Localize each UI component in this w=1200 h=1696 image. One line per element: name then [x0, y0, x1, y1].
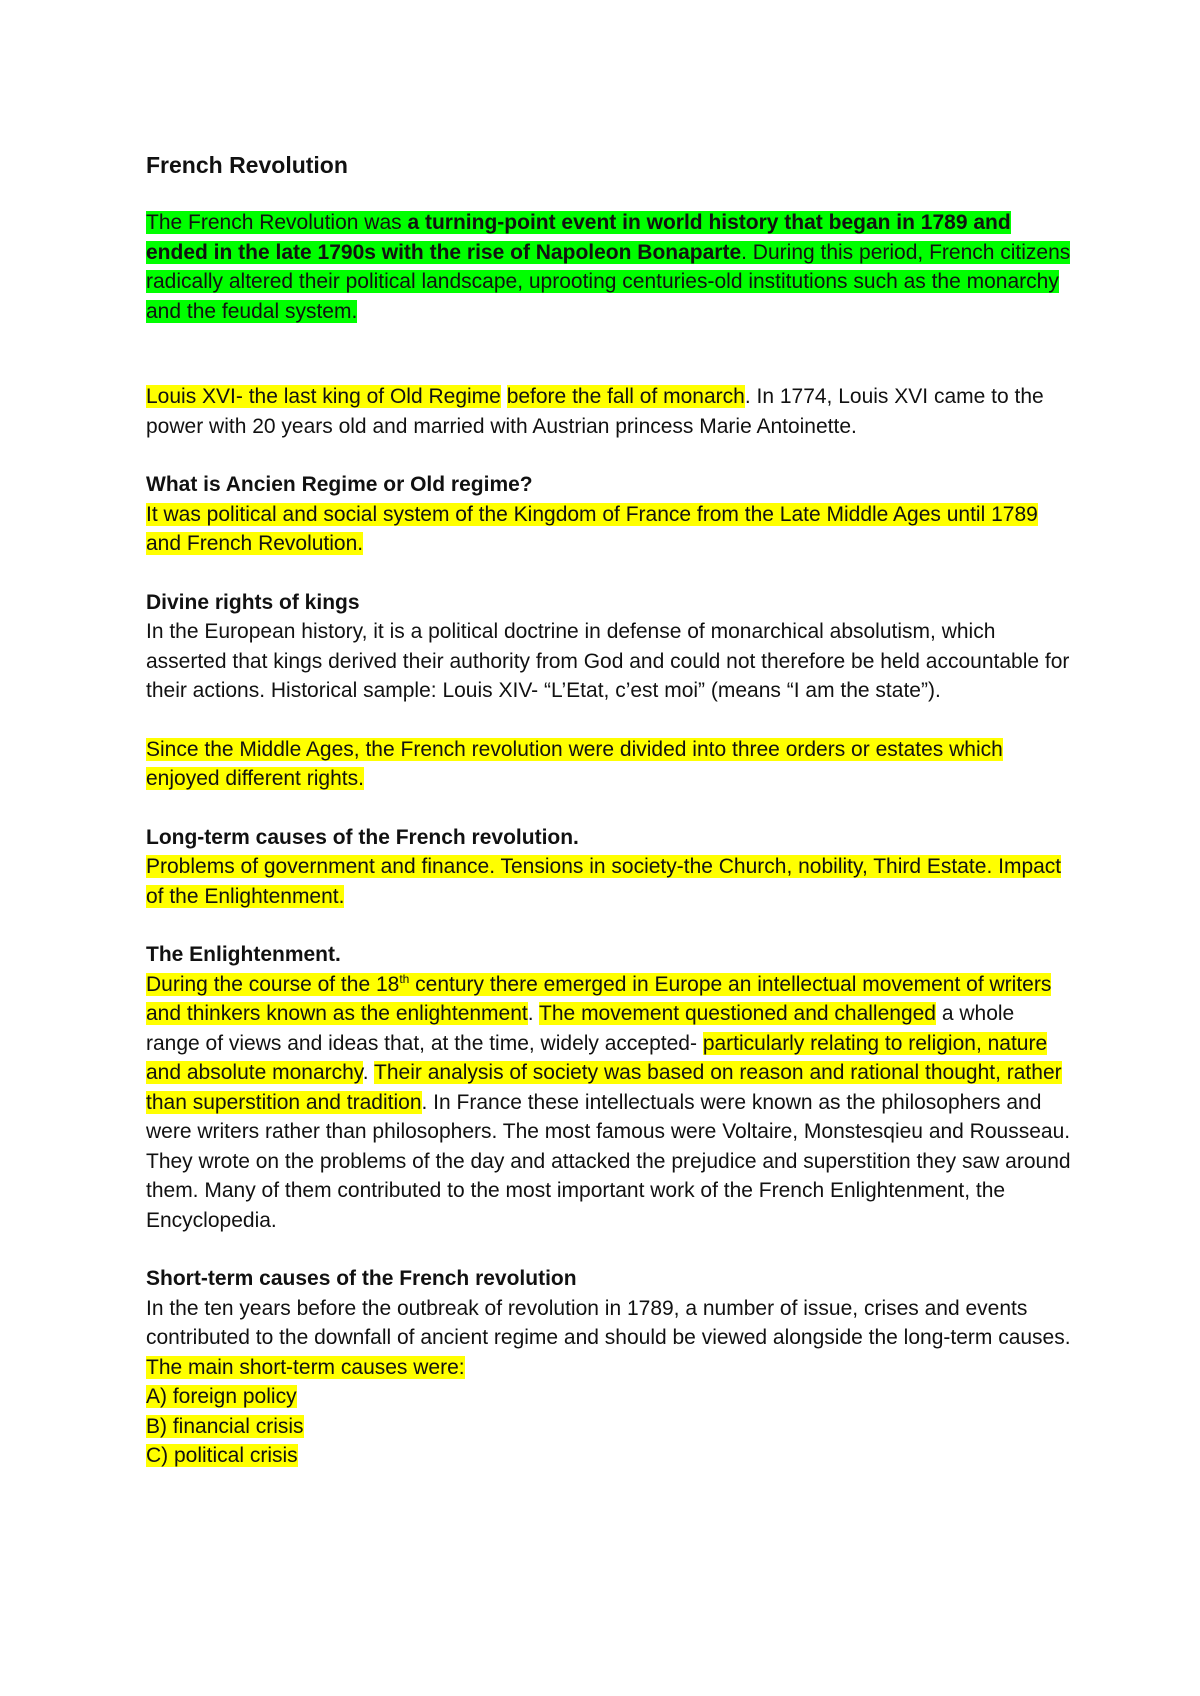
document-body	[146, 150, 1071, 1471]
divine-paragraph: In the European history, it is a political doctrine in defense of monarchical absolutism, which asserted that kings derived their authority from God and could not therefore be held accountable for their actions. Historical sample: Louis XIV- “L’Etat, c’est moi” (means “I am the state”).	[146, 620, 1070, 702]
louis-highlight-1: Louis XVI- the last king of Old Regime	[146, 385, 501, 408]
louis-text: . In 1774, Louis XVI came to the power with 20 years old and married with Austrian princess Marie Antoinette.	[146, 385, 1044, 438]
shortterm-list-item	[146, 1382, 1071, 1412]
enlightenment-s4end: .	[362, 1061, 375, 1084]
ancien-paragraph	[146, 500, 1071, 559]
intro-text-bold: a turning-point event in world history that began in 1789 and ended in the late 1790s with the rise of Napoleon Bonaparte	[146, 211, 1011, 264]
shortterm-item-b: B) financial crisis	[146, 1414, 304, 1438]
enlightenment-paragraph	[146, 970, 1071, 1236]
divine-heading: Divine rights of kings	[146, 590, 360, 614]
shortterm-text: In the ten years before the outbreak of revolution in 1789, a number of issue, crises and events contributed to the downfall of ancient regime and should be viewed alongside the long-term causes.	[146, 1296, 1071, 1349]
shortterm-main: The main short-term causes were:	[146, 1355, 465, 1379]
ancien-text: It was political and social system of the Kingdom of France from the Late Middle Ages until 1789 and French Revolution.	[146, 502, 1038, 555]
estates-paragraph	[146, 735, 1071, 794]
longterm-paragraph	[146, 852, 1071, 911]
document-title: French Revolution	[146, 152, 348, 178]
enlightenment-s4: particularly relating to religion, nature and absolute monarchy	[146, 1031, 1048, 1084]
shortterm-list-item	[146, 1412, 1071, 1442]
enlightenment-s5: Their analysis of society was based on reason and rational thought, rather than superstition and tradition	[146, 1061, 1062, 1114]
estates-text: Since the Middle Ages, the French revolution were divided into three orders or estates which enjoyed different rights.	[146, 737, 1003, 790]
enlightenment-s3: a whole range of views and ideas that, at the time, widely accepted-	[146, 1002, 1015, 1055]
enlightenment-s2: The movement questioned and challenged	[539, 1002, 936, 1025]
enlightenment-heading: The Enlightenment.	[146, 943, 341, 966]
intro-text-end: . During this period, French citizens radically altered their political landscape, uprooting centuries-old institutions such as the monarchy and the feudal system.	[146, 240, 1071, 323]
longterm-heading: Long-term causes of the French revolution.	[146, 825, 579, 849]
shortterm-list-item	[146, 1441, 1071, 1471]
shortterm-heading: Short-term causes of the French revolution	[146, 1267, 577, 1290]
shortterm-item-a: A) foreign policy	[146, 1385, 297, 1408]
longterm-text: Problems of government and finance. Tensions in society-the Church, nobility, Third Estate. Impact of the Enlightenment.	[146, 855, 1062, 908]
louis-highlight-2: before the fall of monarch	[506, 385, 745, 408]
intro-paragraph	[146, 208, 1071, 326]
enlightenment-s1b: century there emerged in Europe an intellectual movement of writers and thinkers known as the enlightenment	[146, 972, 1052, 1025]
shortterm-paragraph	[146, 1294, 1071, 1383]
intro-text-start: The French Revolution was	[146, 211, 408, 234]
enlightenment-s1a: During the course of the 18	[146, 972, 400, 996]
ancien-heading: What is Ancien Regime or Old regime?	[146, 473, 533, 496]
enlightenment-superscript: th	[399, 971, 410, 986]
enlightenment-s1end: .	[527, 1002, 540, 1025]
enlightenment-s6: . In France these intellectuals were known as the philosophers and were writers rather than philosophers. The most famous were Voltaire, Monstesqieu and Rousseau. They wrote on the problems of the day and attacked the prejudice and superstition they saw around them. Many of them contributed to the most important work of the French Enlightenment, the Encyclopedia.	[146, 1090, 1071, 1232]
louis-paragraph	[146, 382, 1071, 441]
shortterm-item-c: C) political crisis	[146, 1444, 298, 1467]
